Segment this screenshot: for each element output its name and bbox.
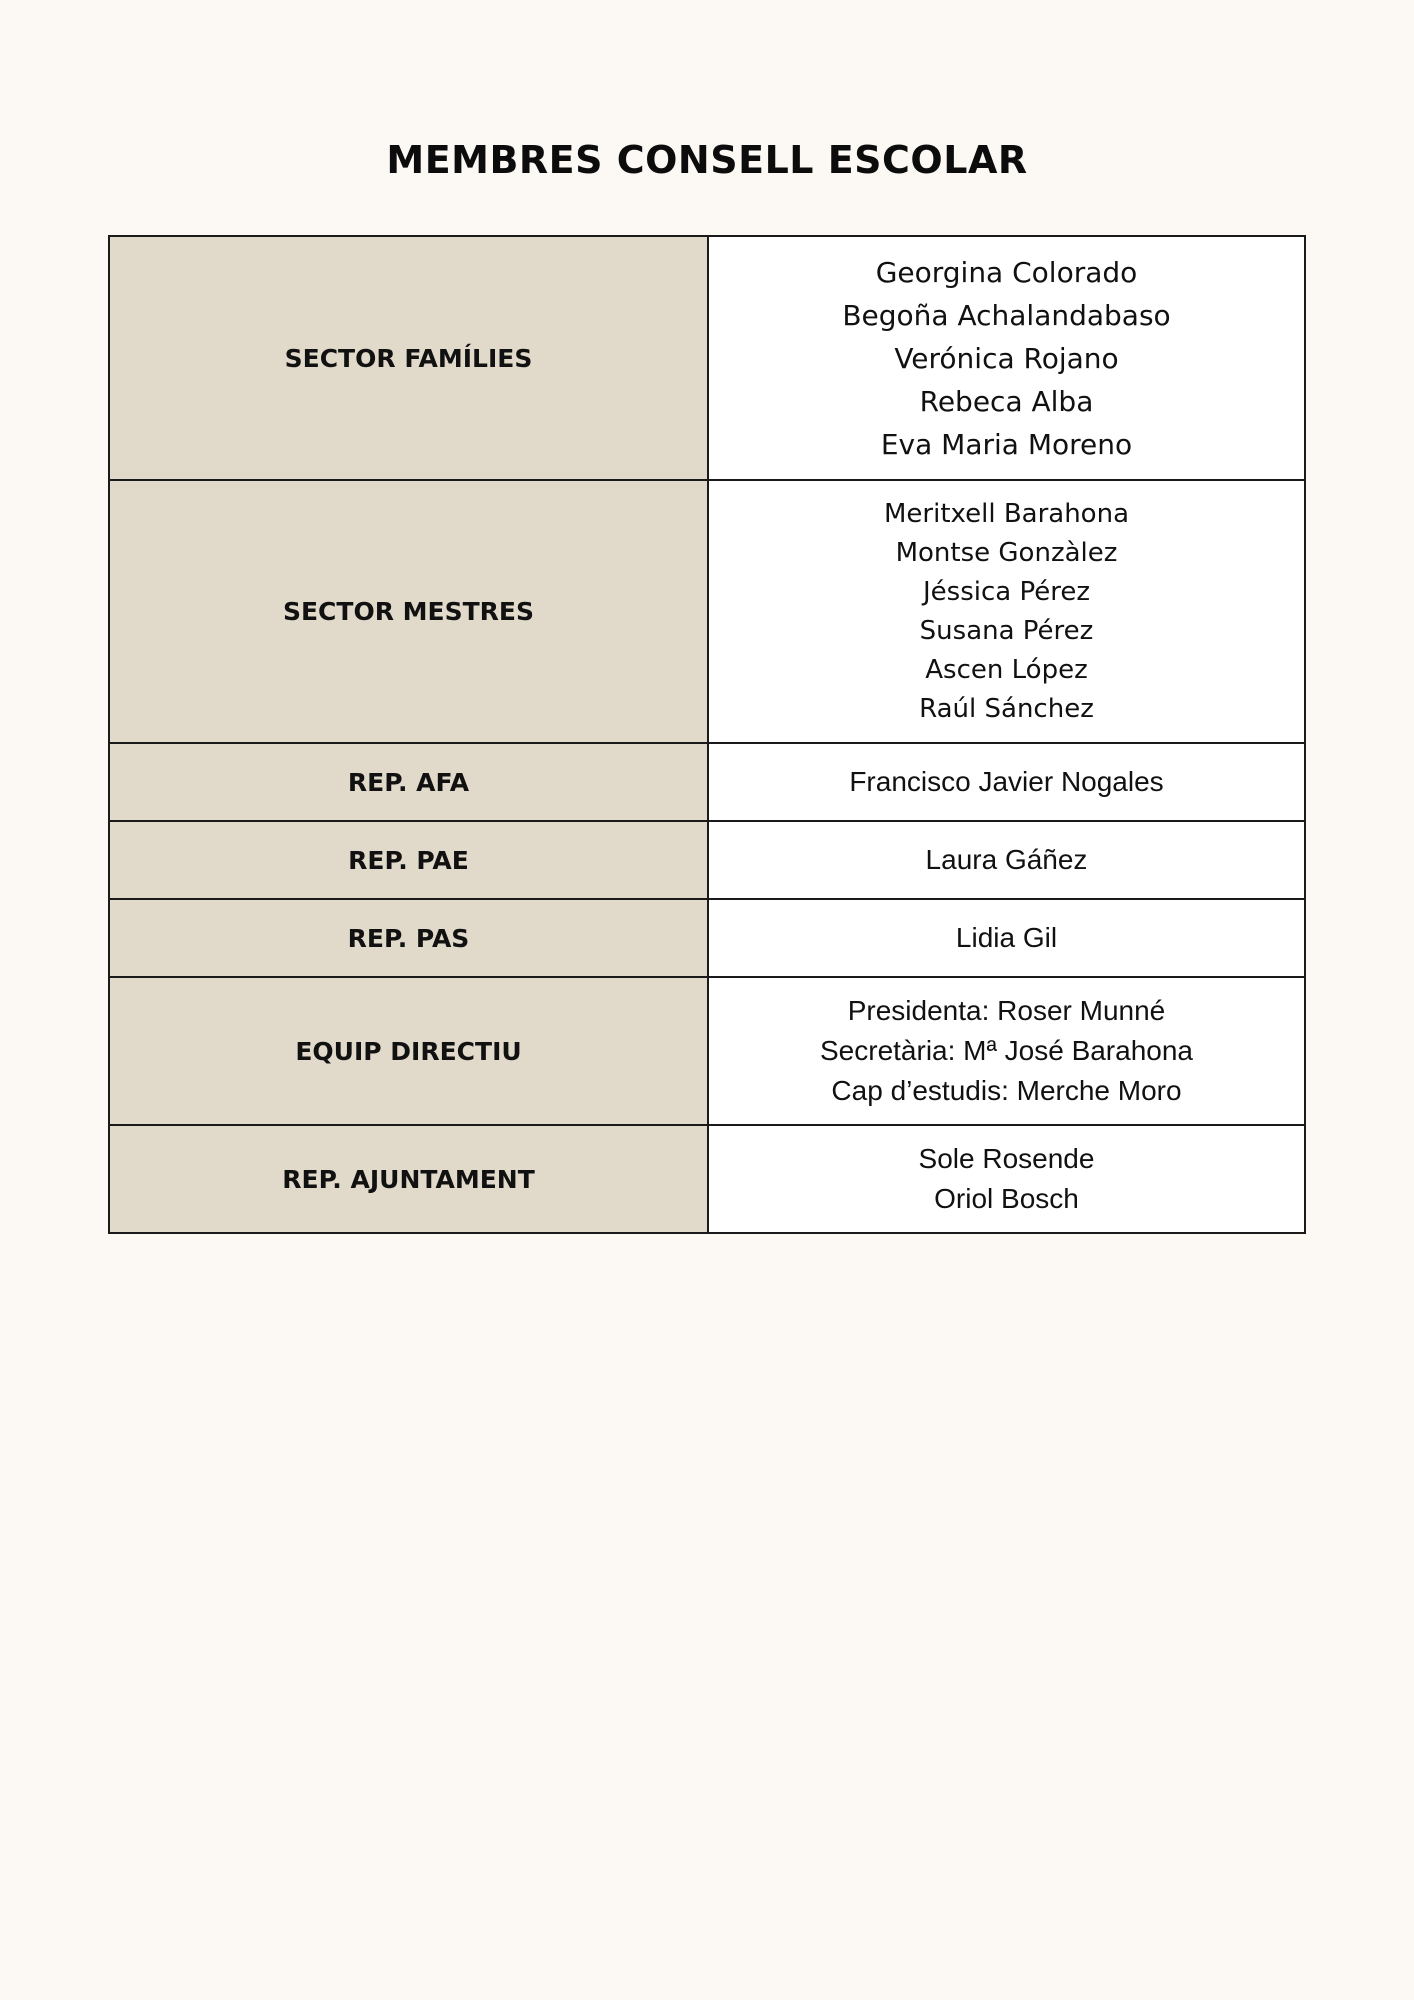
table-row-rep-city-council	[109, 1125, 1305, 1233]
table-row-rep-pas	[109, 899, 1305, 977]
member-name: Susana Pérez	[919, 615, 1094, 646]
table-row-sector-teachers	[109, 480, 1305, 743]
member-name: Laura Gáñez	[925, 844, 1088, 875]
member-name: Francisco Javier Nogales	[849, 766, 1164, 797]
sector-label: REP. AFA	[109, 743, 708, 821]
member-name: Rebeca Alba	[919, 384, 1094, 418]
sector-label: EQUIP DIRECTIU	[109, 977, 708, 1125]
sector-label: REP. AJUNTAMENT	[109, 1125, 708, 1233]
sector-label: SECTOR MESTRES	[109, 480, 708, 743]
sector-label: REP. PAE	[109, 821, 708, 899]
members-cell	[708, 743, 1305, 821]
member-name: Montse Gonzàlez	[895, 537, 1118, 568]
council-members-table	[108, 235, 1306, 1234]
member-name: Georgina Colorado	[875, 255, 1138, 289]
member-name: Presidenta: Roser Munné	[847, 995, 1166, 1026]
member-name: Meritxell Barahona	[883, 498, 1130, 529]
member-name: Verónica Rojano	[894, 341, 1119, 375]
table-row-rep-afa	[109, 743, 1305, 821]
members-cell	[708, 899, 1305, 977]
member-name: Secretària: Mª José Barahona	[820, 1035, 1193, 1066]
member-name: Eva Maria Moreno	[880, 427, 1133, 461]
members-cell	[708, 821, 1305, 899]
member-name: Ascen López	[925, 654, 1088, 685]
member-name: Oriol Bosch	[934, 1183, 1079, 1214]
members-cell	[708, 1125, 1305, 1233]
members-cell	[708, 977, 1305, 1125]
table-row-rep-pae	[109, 821, 1305, 899]
page-title: MEMBRES CONSELL ESCOLAR	[386, 138, 1028, 182]
sector-label: REP. PAS	[109, 899, 708, 977]
table-row-management-team	[109, 977, 1305, 1125]
table-row-sector-families	[109, 236, 1305, 480]
member-name: Jéssica Pérez	[923, 576, 1090, 607]
member-name: Sole Rosende	[918, 1143, 1095, 1174]
members-cell	[708, 236, 1305, 480]
member-name: Raúl Sánchez	[919, 693, 1094, 724]
members-cell	[708, 480, 1305, 743]
sector-label: SECTOR FAMÍLIES	[109, 236, 708, 480]
member-name: Begoña Achalandabaso	[842, 298, 1171, 332]
member-name: Cap d’estudis: Merche Moro	[831, 1075, 1182, 1106]
member-name: Lidia Gil	[955, 922, 1058, 953]
